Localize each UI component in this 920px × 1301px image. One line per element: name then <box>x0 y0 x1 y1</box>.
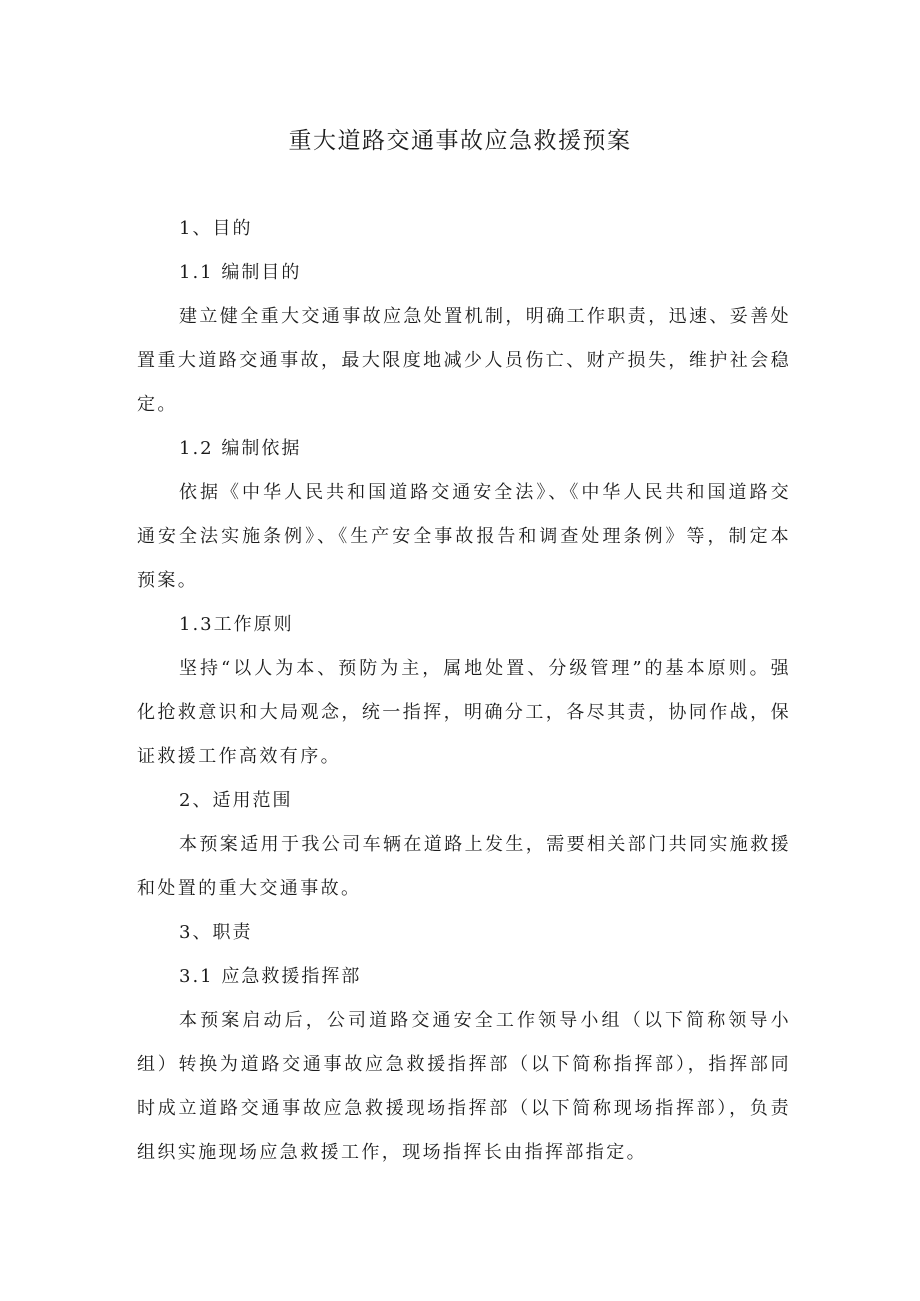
section-heading-2: 2、适用范围 <box>179 790 293 811</box>
section-heading-1-2: 1.2 编制依据 <box>179 438 302 459</box>
section-heading-3: 3、职责 <box>179 922 253 943</box>
paragraph-scope: 本预案适用于我公司车辆在道路上发生，需要相关部门共同实施救援和处置的重大交通事故。 <box>137 834 791 899</box>
paragraph-command-center: 本预案启动后，公司道路交通安全工作领导小组（以下简称领导小组）转换为道路交通事故应急救援指挥部（以下简称指挥部），指挥部同时成立道路交通事故应急救援现场指挥部（以下简称现场指挥部），负责组织实施现场应急救援工作，现场指挥长由指挥部指定。 <box>137 1010 791 1163</box>
section-heading-1-3: 1.3工作原则 <box>179 614 294 635</box>
section-heading-3-1: 3.1 应急救援指挥部 <box>179 966 362 987</box>
document-title: 重大道路交通事故应急救援预案 <box>288 128 632 154</box>
paragraph-basis: 依据《中华人民共和国道路交通安全法》、《中华人民共和国道路交通安全法实施条例》、《生产安全事故报告和调查处理条例》等，制定本预案。 <box>137 482 791 591</box>
paragraph-principles: 坚持“以人为本、预防为主，属地处置、分级管理”的基本原则。强化抢救意识和大局观念，统一指挥，明确分工，各尽其责，协同作战，保证救援工作高效有序。 <box>137 658 791 767</box>
section-heading-1-1: 1.1 编制目的 <box>179 262 302 283</box>
paragraph-purpose: 建立健全重大交通事故应急处置机制，明确工作职责，迅速、妥善处置重大道路交通事故，最大限度地减少人员伤亡、财产损失，维护社会稳定。 <box>137 306 791 415</box>
section-heading-1: 1、目的 <box>179 218 253 239</box>
document-body <box>137 207 791 1175</box>
